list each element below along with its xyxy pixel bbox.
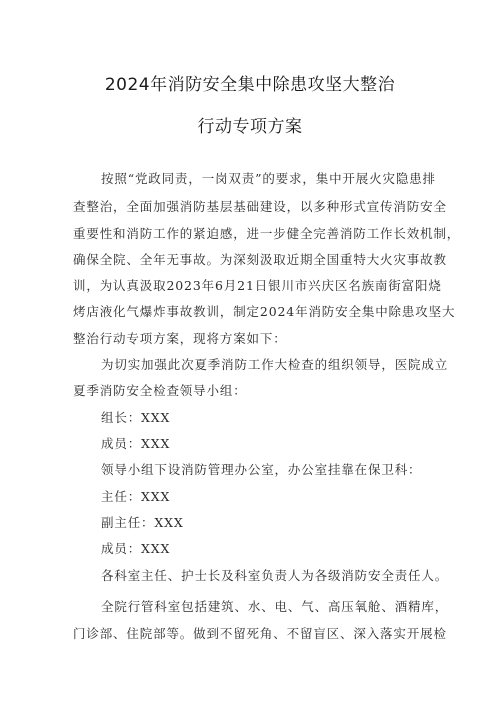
- paragraph-line: 各科室主任、护士长及科室负责人为各级消防安全责任人。: [101, 568, 449, 583]
- document-title-line-2: 行动专项方案: [197, 117, 303, 137]
- paragraph-line: 确保全院、全年无事故。为深刻汲取近期全国重特大火灾事故教: [73, 252, 447, 267]
- paragraph-line: 训，为认真汲取2023年6月21日银川市兴庆区名族南街富阳烧: [73, 278, 442, 293]
- paragraph-line: 重要性和消防工作的紧迫感，进一步健全完善消防工作长效机制，: [73, 226, 461, 241]
- paragraph-line: 门诊部、住院部等。做到不留死角、不留盲区、深入落实开展检: [73, 626, 447, 641]
- paragraph-line: 为切实加强此次夏季消防工作大检查的组织领导，医院成立: [101, 357, 449, 372]
- office-deputy-director: 副主任：XXX: [101, 515, 184, 530]
- paragraph-line: 查整治，全面加强消防基层基础建设，以多种形式宣传消防安全: [73, 199, 447, 214]
- paragraph-line: 领导小组下设消防管理办公室，办公室挂靠在保卫科：: [101, 462, 422, 477]
- document-title-line-1: 2024年消防安全集中除患攻坚大整治: [104, 75, 396, 95]
- paragraph-line: 按照“党政同责，一岗双责”的要求，集中开展火灾隐患排: [101, 171, 436, 186]
- office-member: 成员：XXX: [101, 541, 171, 556]
- paragraph-line: 烤店液化气爆炸事故教训，制定2024年消防安全集中除患攻坚大: [73, 304, 456, 319]
- paragraph-line: 整治行动专项方案，现将方案如下：: [73, 331, 287, 346]
- committee-leader: 组长：XXX: [101, 410, 171, 425]
- paragraph-line: 夏季消防安全检查领导小组：: [73, 383, 247, 398]
- office-director: 主任：XXX: [101, 489, 171, 504]
- paragraph-line: 全院行管科室包括建筑、水、电、气、高压氧舱、酒精库，: [101, 599, 449, 614]
- committee-member: 成员：XXX: [101, 436, 171, 451]
